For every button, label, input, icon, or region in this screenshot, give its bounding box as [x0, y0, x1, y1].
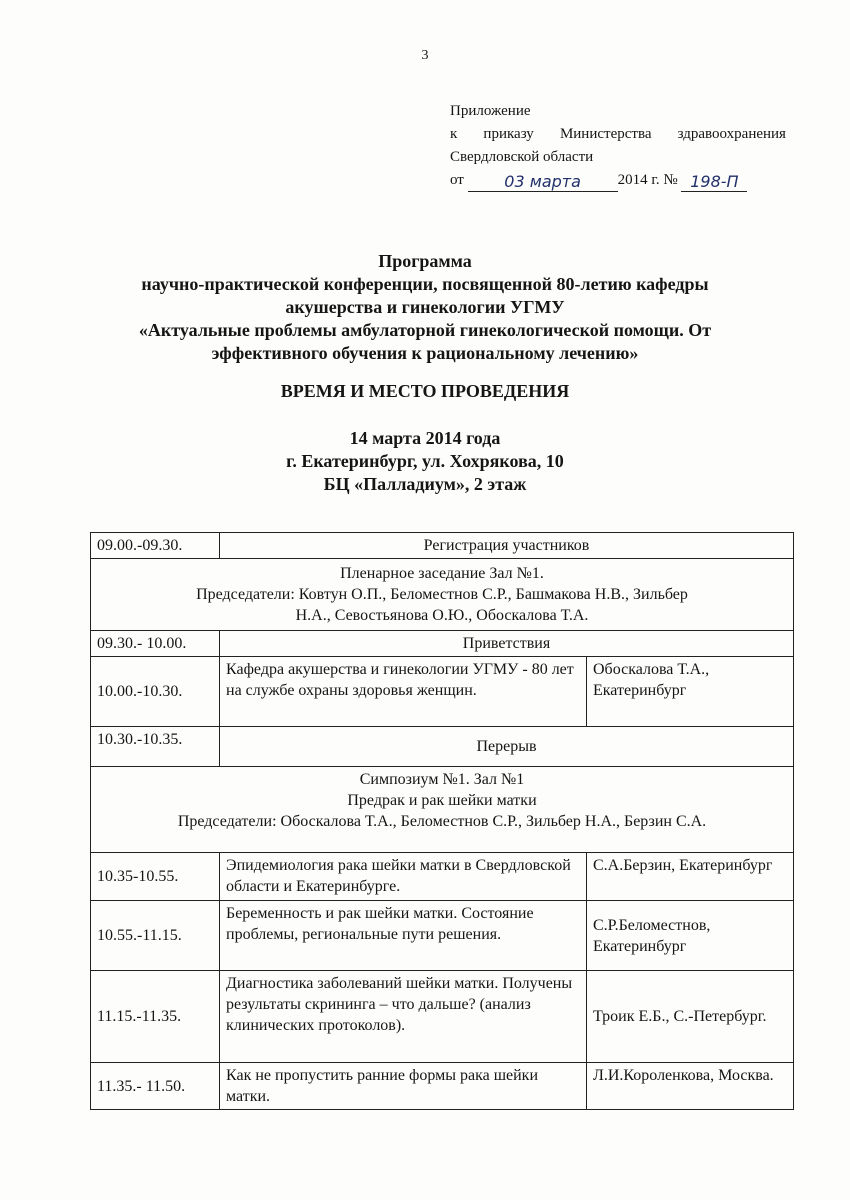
plenary-title: Пленарное заседание Зал №1. [340, 565, 544, 582]
event-cell: Приветствия [220, 631, 794, 657]
table-row [91, 559, 794, 631]
appendix-year-number: 2014 г. № [617, 172, 678, 188]
symposium-cell [91, 767, 794, 853]
appendix-word: здравоохранения [677, 126, 786, 142]
venue-date: 14 марта 2014 года [349, 428, 501, 448]
plenary-cell [91, 559, 794, 631]
appendix-ot-label: от [450, 172, 464, 188]
table-row [91, 727, 794, 767]
table-row [91, 971, 794, 1063]
table-row [91, 657, 794, 727]
topic-cell: Диагностика заболеваний шейки матки. Получены результаты скрининга – что дальше? (анализ клинических протоколов). [220, 971, 587, 1063]
title-line: «Актуальные проблемы амбулаторной гинекологической помощи. От [138, 320, 712, 340]
venue-heading: ВРЕМЯ И МЕСТО ПРОВЕДЕНИЯ [280, 381, 570, 401]
program-title [40, 250, 810, 365]
appendix-region: Свердловской области [450, 149, 594, 165]
plenary-chairs: Н.А., Севостьянова О.Ю., Обоскалова Т.А. [295, 607, 589, 624]
table-row [91, 533, 794, 559]
appendix-date-line [450, 169, 790, 192]
schedule-table [90, 532, 794, 1110]
speaker-cell: Л.И.Короленкова, Москва. [587, 1063, 794, 1110]
table-row [91, 1063, 794, 1110]
plenary-chairs: Председатели: Ковтун О.П., Беломестнов С.Р., Башмакова Н.В., Зильбер [196, 586, 688, 603]
appendix-title: Приложение [450, 103, 531, 119]
title-line: научно-практической конференции, посвященной 80-летию кафедры [141, 274, 709, 294]
time-cell: 11.35.- 11.50. [91, 1063, 220, 1110]
number-blank [681, 173, 747, 192]
appendix-word: Министерства [559, 126, 652, 142]
symposium-subtitle: Предрак и рак шейки матки [347, 792, 537, 809]
speaker-cell: С.А.Берзин, Екатеринбург [587, 853, 794, 901]
venue-building: БЦ «Палладиум», 2 этаж [323, 474, 527, 494]
table-row [91, 901, 794, 971]
event-cell: Перерыв [220, 727, 794, 767]
topic-cell: Как не пропустить ранние формы рака шейки матки. [220, 1063, 587, 1110]
time-cell: 10.35-10.55. [91, 853, 220, 901]
topic-cell: Кафедра акушерства и гинекологии УГМУ - 80 лет на службе охраны здоровья женщин. [220, 657, 587, 727]
time-cell: 09.30.- 10.00. [91, 631, 220, 657]
handwritten-date: 03 марта [504, 172, 581, 191]
title-line: акушерства и гинекологии УГМУ [285, 297, 565, 317]
time-cell: 10.55.-11.15. [91, 901, 220, 971]
topic-cell: Беременность и рак шейки матки. Состояние проблемы, региональные пути решения. [220, 901, 587, 971]
table-row [91, 853, 794, 901]
speaker-cell: Обоскалова Т.А., Екатеринбург [587, 657, 794, 727]
title-line: Программа [378, 251, 472, 271]
table-row [91, 631, 794, 657]
title-line: эффективного обучения к рациональному лечению» [211, 343, 639, 363]
appendix-word: к [450, 126, 458, 142]
symposium-title: Симпозиум №1. Зал №1 [359, 771, 525, 788]
table-row [91, 767, 794, 853]
time-cell: 10.30.-10.35. [91, 727, 220, 767]
venue-block [40, 427, 810, 496]
handwritten-number: 198-П [690, 172, 739, 191]
appendix-word: приказу [483, 126, 534, 142]
speaker-cell: С.Р.Беломестнов, Екатеринбург [587, 901, 794, 971]
time-cell: 09.00.-09.30. [91, 533, 220, 559]
page-number: 3 [421, 48, 429, 63]
date-blank [468, 173, 618, 192]
time-cell: 11.15.-11.35. [91, 971, 220, 1063]
venue-address: г. Екатеринбург, ул. Хохрякова, 10 [286, 451, 564, 471]
appendix-order-line [450, 123, 786, 146]
symposium-chairs: Председатели: Обоскалова Т.А., Беломестнов С.Р., Зильбер Н.А., Берзин С.А. [177, 813, 707, 830]
event-cell: Регистрация участников [220, 533, 794, 559]
topic-cell: Эпидемиология рака шейки матки в Свердловской области и Екатеринбурге. [220, 853, 587, 901]
appendix-block [450, 100, 790, 192]
time-cell: 10.00.-10.30. [91, 657, 220, 727]
speaker-cell: Троик Е.Б., С.-Петербург. [587, 971, 794, 1063]
